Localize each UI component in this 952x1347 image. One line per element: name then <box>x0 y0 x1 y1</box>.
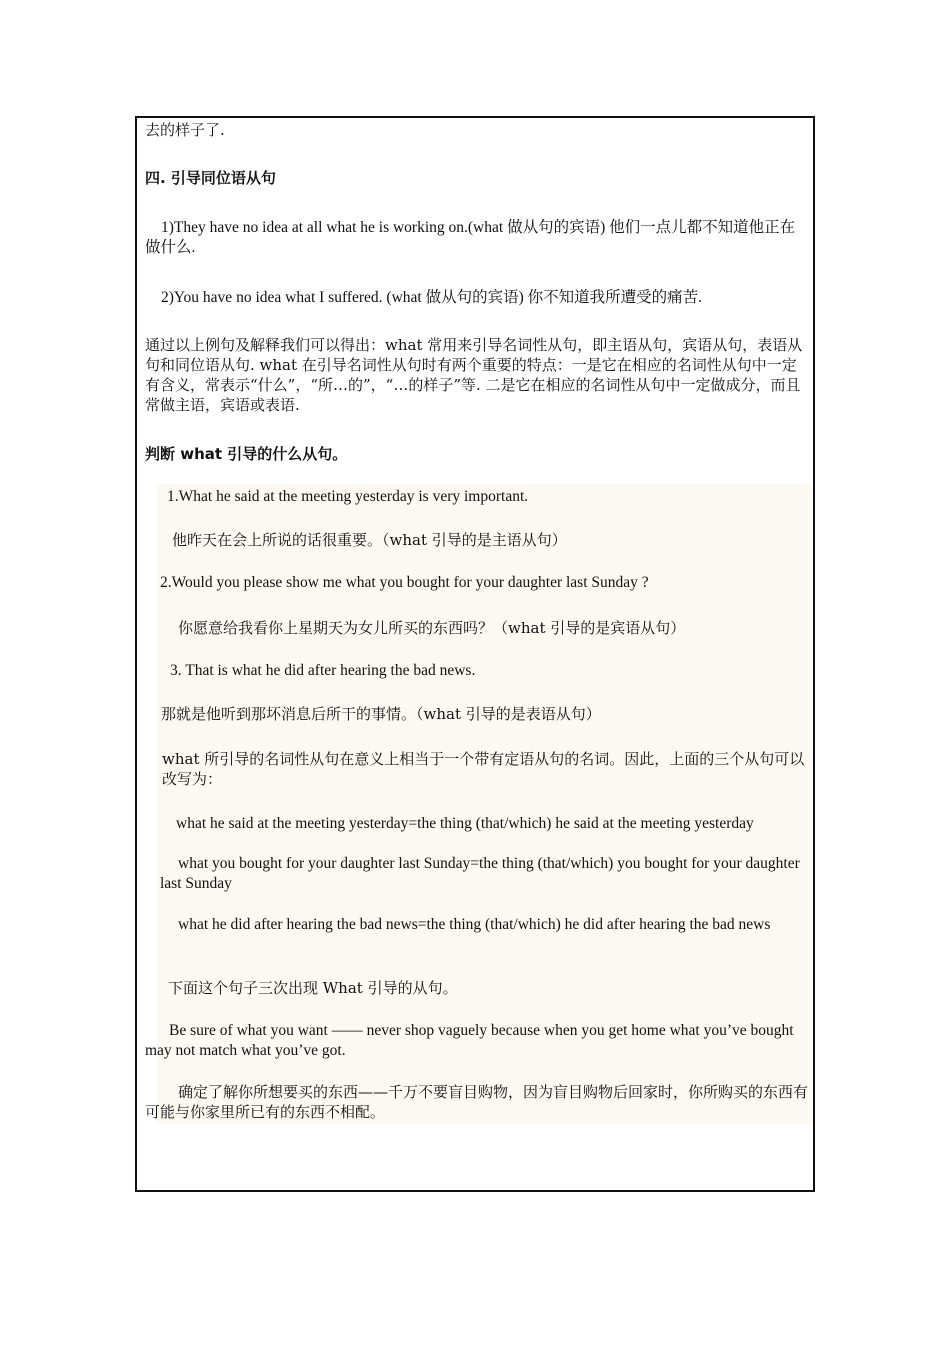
rewrite-note: what 所引导的名词性从句在意义上相当于一个带有定语从句的名词。因此，上面的三个从句可以改写为： <box>162 750 805 788</box>
quote-translation: 确定了解你所想要买的东西——千万不要盲目购物，因为盲目购物后回家时，你所购买的东西有可能与你家里所已有的东西不相配。 <box>145 1083 809 1121</box>
sentence-2-translation: 你愿意给我看你上星期天为女儿所买的东西吗？（what 引导的是宾语从句） <box>178 619 686 637</box>
rewrite-2: what you bought for your daughter last Sunday=the thing (that/which) you bought for your daughter last Sunday <box>160 855 800 892</box>
rewrite-3: what he did after hearing the bad news=the thing (that/which) he did after hearing the bad news <box>178 916 771 933</box>
summary-paragraph: 通过以上例句及解释我们可以得出：what 常用来引导名词性从句，即主语从句，宾语从句，表语从句和同位语从句. what 在引导名词性从句时有两个重要的特点：一是它在相应的名词性从句中一定有含义，常表示“什么”，“所…的”，“…的样子”等. 二是它在相应的名词性从句中一定做成分，而且常做主语，宾语或表语. <box>145 336 803 414</box>
example-sentence-2: 2)You have no idea what I suffered. (what 做从句的宾语) 你不知道我所遭受的痛苦. <box>161 289 702 306</box>
rewrite-1: what he said at the meeting yesterday=the thing (that/which) he said at the meeting yesterday <box>176 815 754 832</box>
quote-sentence: Be sure of what you want —— never shop vaguely because when you get home what you’ve bought may not match what you’ve got. <box>145 1022 794 1059</box>
judge-heading: 判断 what 引导的什么从句。 <box>145 445 348 463</box>
sentence-2: 2.Would you please show me what you bought for your daughter last Sunday ? <box>160 574 649 591</box>
sentence-3-translation: 那就是他听到那坏消息后所干的事情。（what 引导的是表语从句） <box>161 705 601 723</box>
text-line: 去的样子了. <box>145 121 225 139</box>
example-sentence-1: 1)They have no idea at all what he is working on.(what 做从句的宾语) 他们一点儿都不知道他正在做什么. <box>145 219 796 256</box>
section-heading: 四. 引导同位语从句 <box>145 169 276 187</box>
sentence-1: 1.What he said at the meeting yesterday is very important. <box>167 488 529 505</box>
triple-what-note: 下面这个句子三次出现 What 引导的从句。 <box>168 979 458 997</box>
sentence-1-translation: 他昨天在会上所说的话很重要。（what 引导的是主语从句） <box>172 531 567 549</box>
sentence-3: 3. That is what he did after hearing the bad news. <box>170 662 476 679</box>
